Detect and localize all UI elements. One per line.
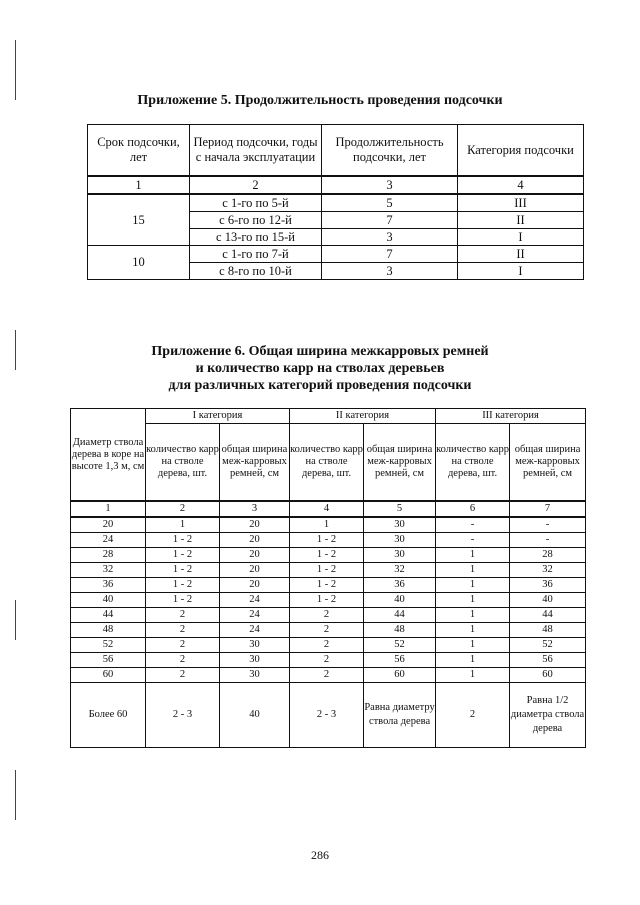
- count-cell: 1 - 2: [146, 548, 220, 563]
- width-cell: 32: [364, 563, 436, 578]
- width-cell: 44: [510, 608, 586, 623]
- table-row: [71, 623, 586, 638]
- term-cell: 15: [88, 194, 190, 246]
- category-cell: I: [458, 263, 584, 280]
- table-row: [71, 593, 586, 608]
- count-cell: -: [436, 517, 510, 533]
- diameter-cell: 60: [71, 668, 146, 683]
- margin-mark: [15, 40, 16, 100]
- width-cell: 20: [220, 548, 290, 563]
- width-cell: 60: [510, 668, 586, 683]
- header-category-1: I категория: [146, 409, 290, 424]
- count-cell: 2: [436, 683, 510, 748]
- header-count: количество карр на стволе дерева, шт.: [146, 424, 220, 502]
- count-cell: 1: [290, 517, 364, 533]
- index-cell: 7: [510, 501, 586, 517]
- count-cell: 2 - 3: [290, 683, 364, 748]
- width-cell: 52: [364, 638, 436, 653]
- width-cell: 56: [364, 653, 436, 668]
- count-cell: 1 - 2: [290, 563, 364, 578]
- diameter-cell: 56: [71, 653, 146, 668]
- term-cell: 10: [88, 246, 190, 280]
- width-cell: 32: [510, 563, 586, 578]
- index-cell: 4: [458, 176, 584, 194]
- table-row: [71, 578, 586, 593]
- header-category-3: III категория: [436, 409, 586, 424]
- width-cell: 20: [220, 533, 290, 548]
- width-cell: 52: [510, 638, 586, 653]
- count-cell: -: [436, 533, 510, 548]
- count-cell: 2: [290, 623, 364, 638]
- index-cell: 1: [88, 176, 190, 194]
- diameter-cell: 48: [71, 623, 146, 638]
- period-cell: с 1-го по 5-й: [190, 194, 322, 212]
- header-term: Срок подсочки, лет: [88, 125, 190, 177]
- table-row: [71, 653, 586, 668]
- category-cell: III: [458, 194, 584, 212]
- category-cell: II: [458, 246, 584, 263]
- width-cell: 40: [364, 593, 436, 608]
- width-cell: 36: [510, 578, 586, 593]
- count-cell: 1: [436, 548, 510, 563]
- index-cell: 5: [364, 501, 436, 517]
- count-cell: 2: [146, 668, 220, 683]
- width-cell: 30: [364, 517, 436, 533]
- index-cell: 3: [220, 501, 290, 517]
- index-row: [88, 176, 584, 194]
- header-count: количество карр на стволе дерева, шт.: [436, 424, 510, 502]
- width-cell: Равна диаметру ствола дерева: [364, 683, 436, 748]
- index-row: [71, 501, 586, 517]
- table-row: [71, 563, 586, 578]
- period-cell: с 8-го по 10-й: [190, 263, 322, 280]
- width-cell: 40: [220, 683, 290, 748]
- duration-cell: 7: [322, 212, 458, 229]
- period-cell: с 13-го по 15-й: [190, 229, 322, 246]
- width-cell: 24: [220, 623, 290, 638]
- width-cell: 24: [220, 608, 290, 623]
- table-row: [71, 548, 586, 563]
- count-cell: 1: [436, 638, 510, 653]
- width-cell: 30: [220, 668, 290, 683]
- count-cell: 2: [146, 653, 220, 668]
- table-row: [88, 194, 584, 212]
- count-cell: 1 - 2: [290, 548, 364, 563]
- duration-cell: 3: [322, 263, 458, 280]
- count-cell: 1: [436, 593, 510, 608]
- margin-mark: [15, 600, 16, 640]
- diameter-cell: 36: [71, 578, 146, 593]
- table-row: [71, 533, 586, 548]
- width-cell: 40: [510, 593, 586, 608]
- width-cell: 30: [364, 548, 436, 563]
- width-cell: 28: [510, 548, 586, 563]
- width-cell: 48: [510, 623, 586, 638]
- count-cell: 2: [290, 608, 364, 623]
- header-diameter: Диаметр ствола дерева в коре на высоте 1,3 м, см: [71, 409, 146, 502]
- width-cell: -: [510, 517, 586, 533]
- category-cell: I: [458, 229, 584, 246]
- count-cell: 1 - 2: [146, 533, 220, 548]
- width-cell: 56: [510, 653, 586, 668]
- count-cell: 2: [290, 638, 364, 653]
- width-cell: 30: [364, 533, 436, 548]
- appendix6-title-line-2: и количество карр на стволах деревьев: [195, 361, 445, 376]
- count-cell: 1: [436, 578, 510, 593]
- diameter-cell: 32: [71, 563, 146, 578]
- appendix6-body: [71, 501, 586, 748]
- count-cell: 1: [436, 668, 510, 683]
- width-cell: 20: [220, 517, 290, 533]
- width-cell: Равна 1/2 диаметра ствола дерева: [510, 683, 586, 748]
- header-width: общая ширина меж-карровых ремней, см: [510, 424, 586, 502]
- duration-cell: 5: [322, 194, 458, 212]
- width-cell: 48: [364, 623, 436, 638]
- appendix6-title-line-3: для различных категорий проведения подсочки: [168, 378, 472, 393]
- table-row: [71, 608, 586, 623]
- count-cell: 1 - 2: [290, 578, 364, 593]
- diameter-cell: Более 60: [71, 683, 146, 748]
- appendix5-table: [87, 124, 584, 280]
- count-cell: 1: [436, 623, 510, 638]
- diameter-cell: 24: [71, 533, 146, 548]
- header-width: общая ширина меж-карровых ремней, см: [364, 424, 436, 502]
- diameter-cell: 40: [71, 593, 146, 608]
- category-cell: II: [458, 212, 584, 229]
- diameter-cell: 52: [71, 638, 146, 653]
- page-number: 286: [311, 848, 329, 862]
- appendix6-title-line-1: Приложение 6. Общая ширина межкарровых ремней: [151, 344, 489, 359]
- count-cell: 1: [146, 517, 220, 533]
- count-cell: 1: [436, 563, 510, 578]
- header-period: Период подсочки, годы с начала эксплуатации: [190, 125, 322, 177]
- count-cell: 2: [146, 638, 220, 653]
- width-cell: -: [510, 533, 586, 548]
- index-cell: 2: [190, 176, 322, 194]
- count-cell: 2: [146, 623, 220, 638]
- period-cell: с 1-го по 7-й: [190, 246, 322, 263]
- margin-mark: [15, 770, 16, 820]
- index-cell: 3: [322, 176, 458, 194]
- table-row: [71, 683, 586, 748]
- index-cell: 2: [146, 501, 220, 517]
- header-category-2: II категория: [290, 409, 436, 424]
- table-row: [71, 668, 586, 683]
- index-cell: 1: [71, 501, 146, 517]
- index-cell: 4: [290, 501, 364, 517]
- table-row: [71, 638, 586, 653]
- width-cell: 20: [220, 563, 290, 578]
- count-cell: 2: [290, 653, 364, 668]
- diameter-cell: 20: [71, 517, 146, 533]
- count-cell: 1: [436, 653, 510, 668]
- width-cell: 24: [220, 593, 290, 608]
- count-cell: 2: [290, 668, 364, 683]
- width-cell: 36: [364, 578, 436, 593]
- count-cell: 1 - 2: [290, 533, 364, 548]
- header-count: количество карр на стволе дерева, шт.: [290, 424, 364, 502]
- width-cell: 30: [220, 638, 290, 653]
- header-duration: Продолжительность подсочки, лет: [322, 125, 458, 177]
- table-row: [71, 517, 586, 533]
- count-cell: 1 - 2: [290, 593, 364, 608]
- width-cell: 30: [220, 653, 290, 668]
- diameter-cell: 28: [71, 548, 146, 563]
- index-cell: 6: [436, 501, 510, 517]
- appendix6-table: [70, 408, 586, 748]
- duration-cell: 3: [322, 229, 458, 246]
- period-cell: с 6-го по 12-й: [190, 212, 322, 229]
- count-cell: 2 - 3: [146, 683, 220, 748]
- count-cell: 1 - 2: [146, 578, 220, 593]
- header-width: общая ширина меж-карровых ремней, см: [220, 424, 290, 502]
- header-category: Категория подсочки: [458, 125, 584, 177]
- count-cell: 2: [146, 608, 220, 623]
- table-row: [88, 246, 584, 263]
- width-cell: 44: [364, 608, 436, 623]
- width-cell: 20: [220, 578, 290, 593]
- appendix5-title: Приложение 5. Продолжительность проведения подсочки: [137, 93, 503, 108]
- diameter-cell: 44: [71, 608, 146, 623]
- duration-cell: 7: [322, 246, 458, 263]
- count-cell: 1 - 2: [146, 563, 220, 578]
- count-cell: 1 - 2: [146, 593, 220, 608]
- count-cell: 1: [436, 608, 510, 623]
- width-cell: 60: [364, 668, 436, 683]
